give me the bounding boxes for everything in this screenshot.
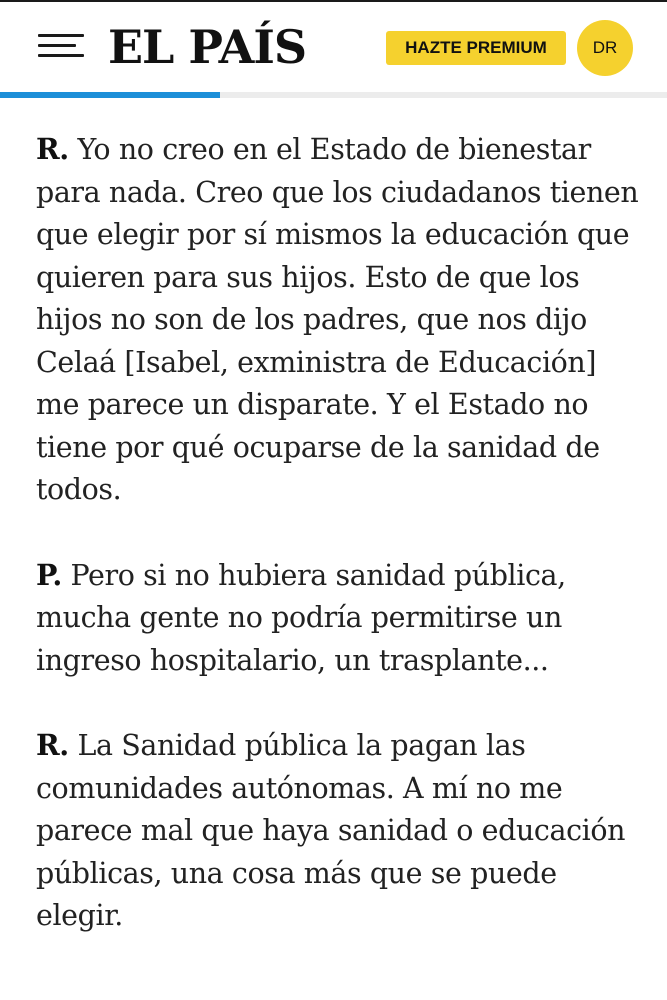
paragraph-text: Yo no creo en el Estado de bienestar para nada. Creo que los ciudadanos tienen que elegir por sí mismos la educación que quieren para sus hijos. Esto de que los hijos no son de los padres, que nos dijo Celaá [Isabel, exministra de Educación] me parece un disparate. Y el Estado no tiene por qué ocuparse de la sanidad de todos. bbox=[36, 133, 639, 506]
article-paragraph bbox=[36, 724, 646, 938]
reading-progress-bar bbox=[0, 92, 667, 98]
menu-line bbox=[38, 44, 76, 47]
article-paragraph bbox=[36, 128, 646, 512]
user-avatar[interactable]: DR bbox=[577, 20, 633, 76]
el-pais-logo[interactable]: EL PAÍS bbox=[108, 20, 307, 74]
paragraph-text: Pero si no hubiera sanidad pública, mucha gente no podría permitirse un ingreso hospitalario, un trasplante... bbox=[36, 558, 566, 677]
speaker-label: P. bbox=[36, 557, 62, 592]
paragraph-text: La Sanidad pública la pagan las comunidades autónomas. A mí no me parece mal que haya sanidad o educación públicas, una cosa más que se puede elegir. bbox=[36, 729, 626, 932]
hazte-premium-button[interactable]: HAZTE PREMIUM bbox=[386, 31, 566, 65]
menu-line bbox=[38, 54, 84, 57]
article-body bbox=[36, 128, 646, 980]
hamburger-menu-icon[interactable] bbox=[38, 32, 84, 60]
top-header bbox=[0, 0, 667, 92]
speaker-label: R. bbox=[36, 728, 69, 762]
menu-line bbox=[38, 34, 84, 37]
article-paragraph bbox=[36, 554, 646, 683]
speaker-label: R. bbox=[36, 132, 69, 166]
reading-progress-fill bbox=[0, 92, 220, 98]
